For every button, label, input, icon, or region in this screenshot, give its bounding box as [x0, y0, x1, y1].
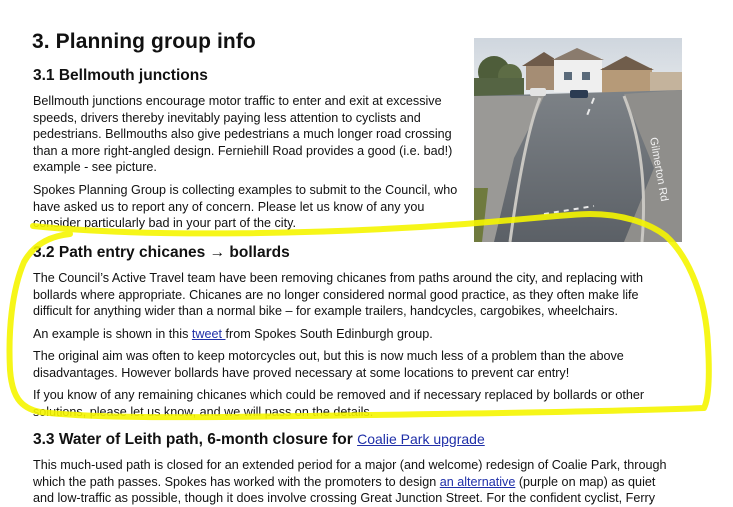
- text-line: consider particularly bad in your part of the city.: [33, 216, 296, 231]
- text-line: and low-traffic as possible, though it does involve crossing Great Junction Street. For the confident cyclist, Ferry: [33, 491, 656, 506]
- text-fragment: (purple on map) as quiet: [515, 474, 656, 489]
- coalie-park-link[interactable]: Coalie Park upgrade: [357, 431, 485, 447]
- paragraph-chicanes-3: [33, 387, 713, 420]
- text-fragment: An example is shown in this: [33, 327, 192, 341]
- section-title: 3. Planning group info: [32, 30, 256, 53]
- junction-photo: [474, 38, 682, 242]
- text-line: Spokes Planning Group is collecting examples to submit to the Council, who: [33, 183, 458, 197]
- text-line: Bellmouth junctions encourage motor traffic to enter and exit at excessive: [33, 94, 442, 108]
- text-line: difficult for anything wider than a normal bike – for example trailers, handcycles, cargobikes, wheelchairs.: [33, 304, 618, 319]
- text-line: pedestrians. Bellmouths also give pedestrians a much longer road crossing: [33, 127, 452, 142]
- text-line: have asked us to report any of concern. Please let us know of any you: [33, 199, 425, 214]
- text-fragment: which the path passes. Spokes has worked with the promoters to design: [33, 474, 440, 489]
- text-line: speeds, drivers thereby inevitably paying less attention to cyclists and: [33, 110, 421, 125]
- heading-leith: [33, 431, 485, 449]
- paragraph-bellmouth-2: [33, 182, 473, 232]
- paragraph-chicanes-1: [33, 270, 713, 320]
- paragraph-chicanes-2: [33, 348, 713, 381]
- text-line: solutions, please let us know, and we will pass on the details.: [33, 404, 374, 419]
- alternative-route-link[interactable]: an alternative: [439, 474, 516, 489]
- heading-leith-text: 3.3 Water of Leith path, 6-month closure for: [33, 431, 358, 448]
- text-line: The original aim was often to keep motorcycles out, but this is now much less of a problem than the above: [33, 349, 624, 363]
- text-line: This much-used path is closed for an extended period for a major (and welcome) redesign of Coalie Park, through: [33, 458, 667, 472]
- paragraph-chicanes-example: [33, 326, 713, 343]
- text-line: disadvantages. However bollards have proved necessary at some locations to prevent car entry!: [33, 365, 570, 380]
- text-line: example - see picture.: [33, 160, 157, 175]
- paragraph-bellmouth-1: [33, 93, 473, 176]
- street-sign-text: Gilmerton Rd: [647, 136, 671, 203]
- heading-bellmouth: 3.1 Bellmouth junctions: [33, 67, 208, 84]
- tweet-link[interactable]: tweet: [191, 327, 226, 341]
- text-line: The Council’s Active Travel team have been removing chicanes from paths around the city, and replacing with: [33, 271, 643, 285]
- junction-photo-illustration: [474, 38, 682, 242]
- text-line: than a more right-angled design. Ferniehill Road provides a good (i.e. bad!): [33, 143, 453, 158]
- text-line: bollards where appropriate. Chicanes are no longer considered normal good practice, as they often make life: [33, 287, 639, 302]
- paragraph-leith: [33, 457, 723, 507]
- heading-chicanes: 3.2 Path entry chicanes → bollards: [33, 244, 290, 261]
- text-fragment: from Spokes South Edinburgh group.: [225, 327, 433, 341]
- text-line: If you know of any remaining chicanes which could be removed and if necessary replaced by bollards or other: [33, 388, 645, 402]
